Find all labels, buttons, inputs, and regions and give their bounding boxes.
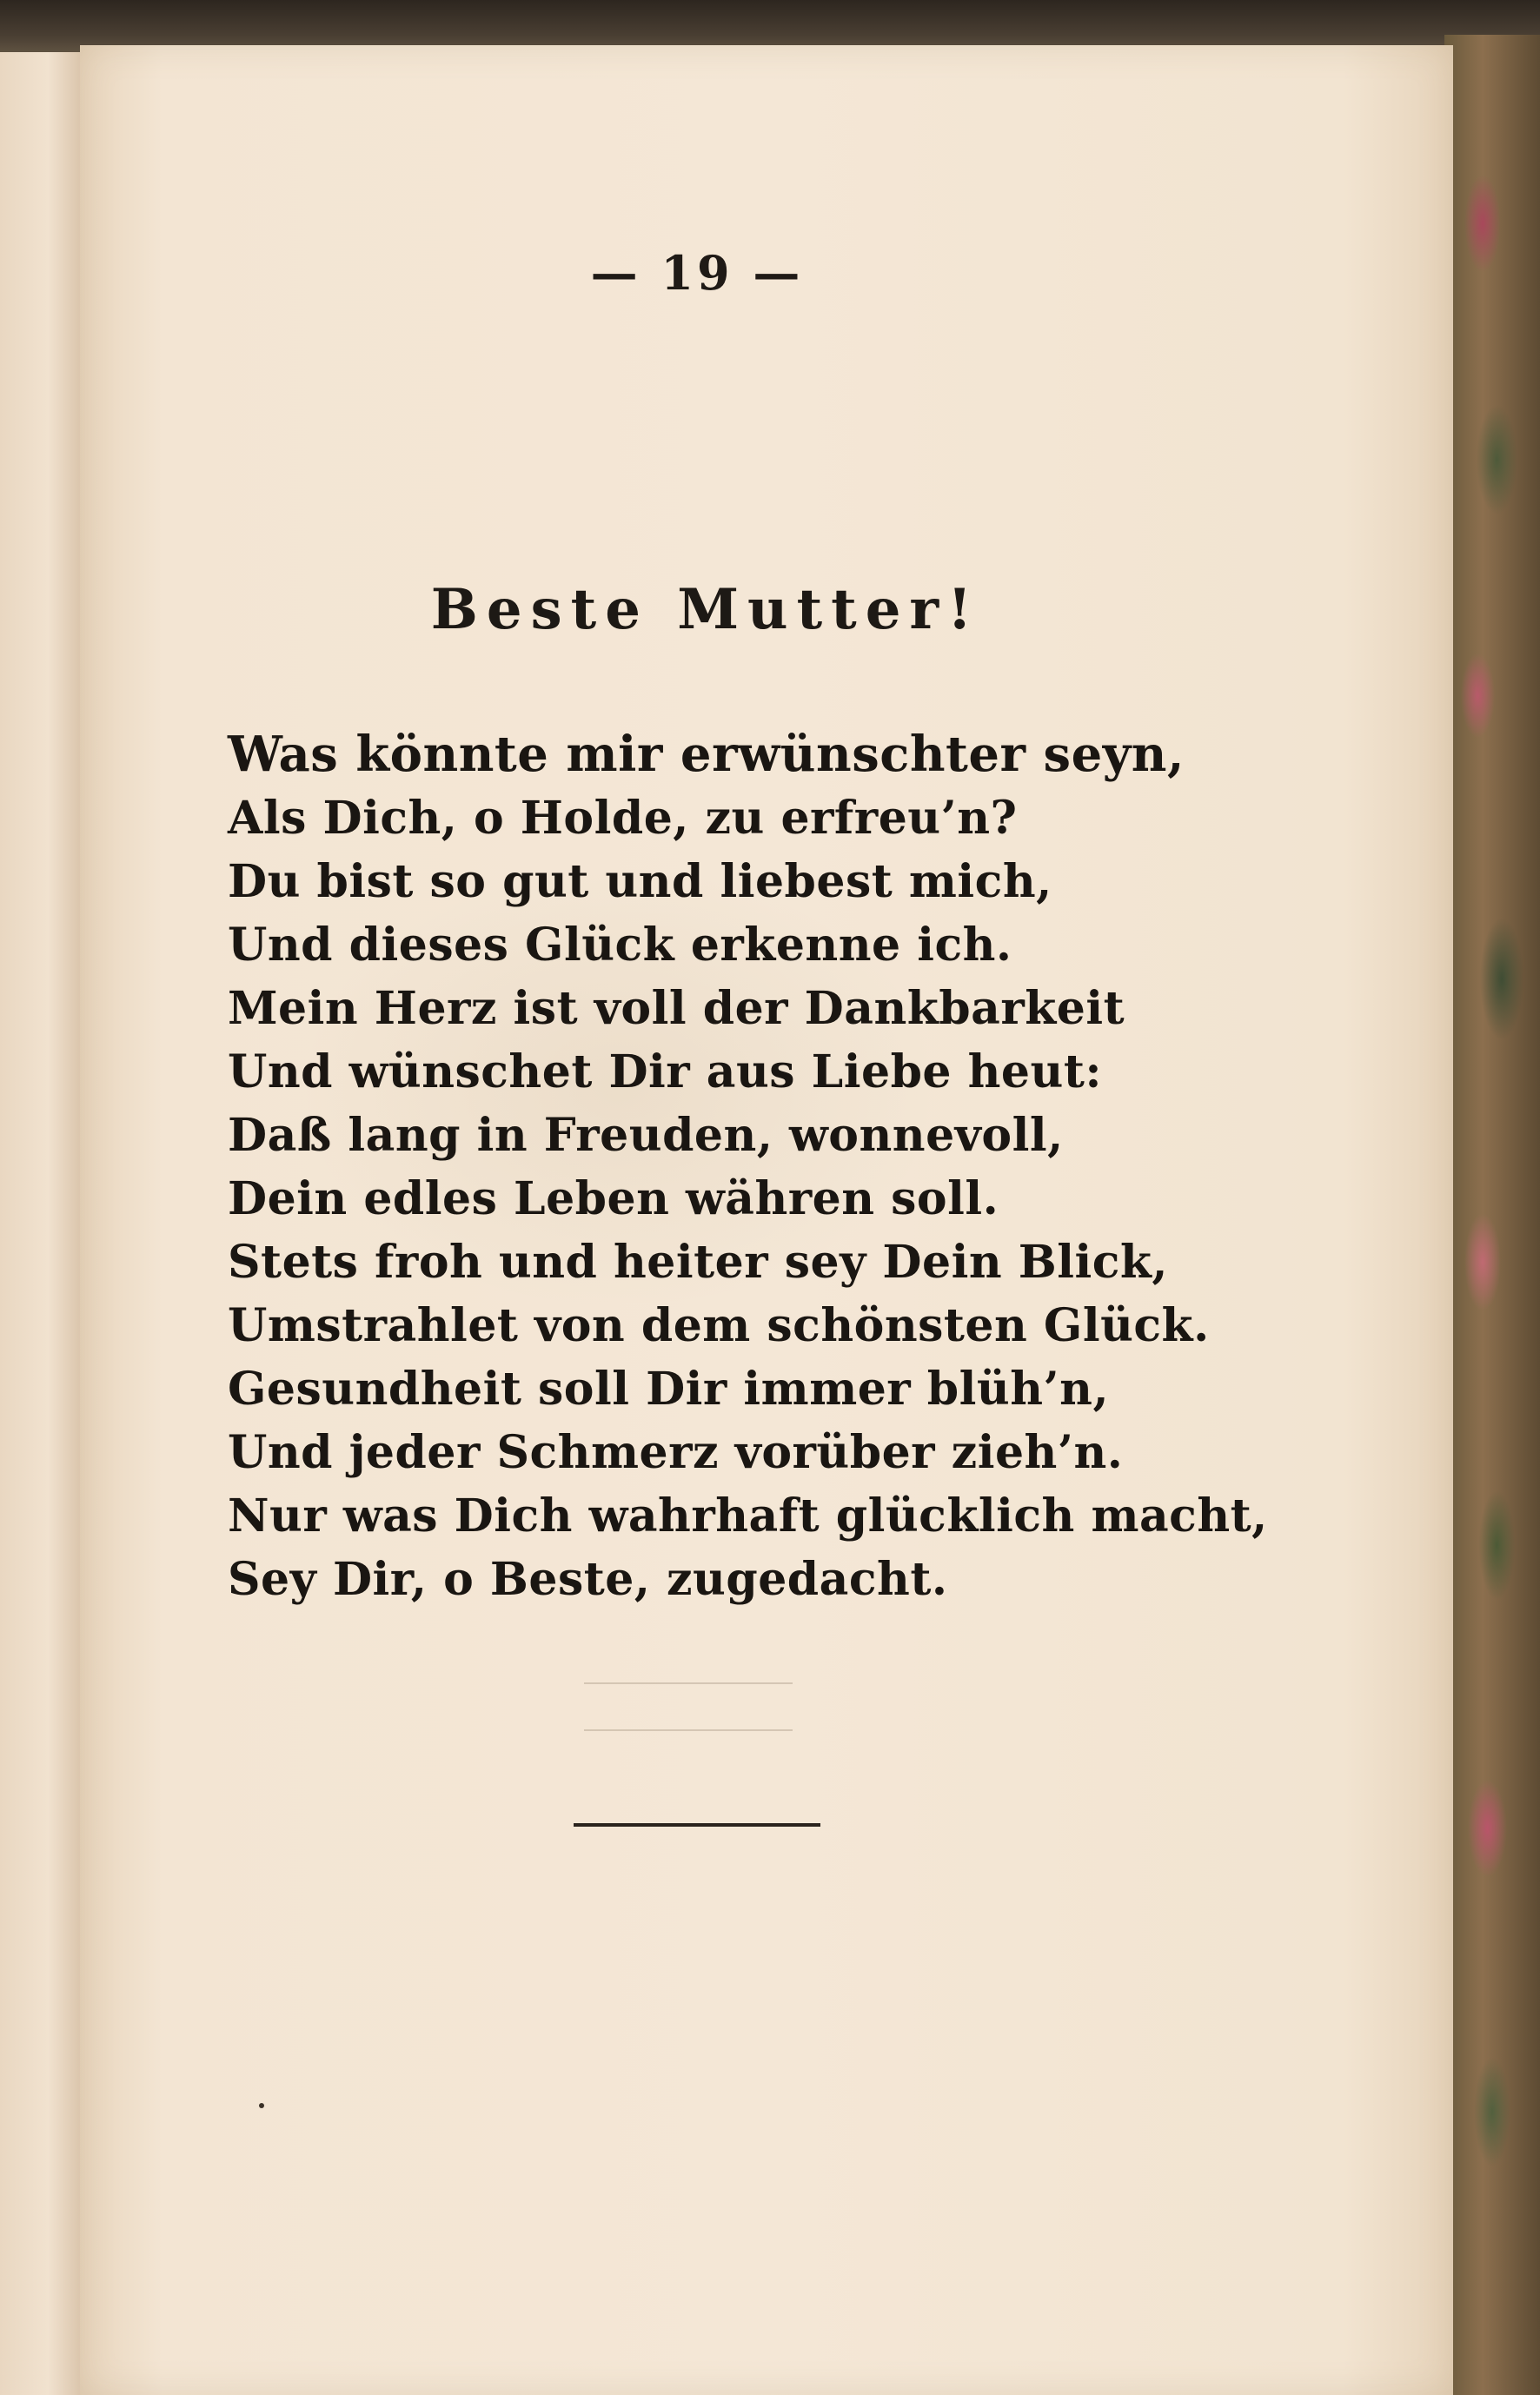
facing-page-edge bbox=[0, 52, 82, 2395]
poem-line: Mein Herz ist voll der Dankbarkeit bbox=[228, 982, 1125, 1035]
closing-rule bbox=[574, 1823, 820, 1827]
poem-line: Du bist so gut und liebest mich, bbox=[228, 855, 1052, 908]
marbled-page-edge bbox=[1444, 35, 1540, 2395]
poem-line: Sey Dir, o Beste, zugedacht. bbox=[228, 1553, 948, 1606]
poem-line: Umstrahlet von dem schönsten Glück. bbox=[228, 1299, 1210, 1352]
poem-line: Und dieses Glück erkenne ich. bbox=[228, 919, 1012, 972]
poem-text bbox=[228, 723, 1305, 1611]
poem-line: Stets froh und heiter sey Dein Blick, bbox=[228, 1236, 1169, 1289]
poem-line: Dein edles Leben währen soll. bbox=[228, 1172, 999, 1225]
poem-title: Beste Mutter! bbox=[430, 577, 981, 642]
poem-line: Gesundheit soll Dir immer blüh’n, bbox=[228, 1363, 1110, 1416]
bleed-through-rule bbox=[584, 1682, 793, 1684]
paper-speck bbox=[259, 2103, 264, 2108]
poem-line: Nur was Dich wahrhaft glücklich macht, bbox=[228, 1489, 1268, 1542]
poem-line: Als Dich, o Holde, zu erfreu’n? bbox=[228, 792, 1018, 845]
poem-line: Was könnte mir erwünschter seyn, bbox=[228, 726, 1185, 783]
poem-line: Und wünschet Dir aus Liebe heut: bbox=[228, 1045, 1103, 1098]
poem-line: Und jeder Schmerz vorüber zieh’n. bbox=[228, 1426, 1124, 1479]
book-page bbox=[80, 45, 1453, 2395]
poem-line: Daß lang in Freuden, wonnevoll, bbox=[228, 1109, 1064, 1162]
bleed-through-rule bbox=[584, 1729, 793, 1731]
page-number: — 19 — bbox=[590, 245, 804, 301]
